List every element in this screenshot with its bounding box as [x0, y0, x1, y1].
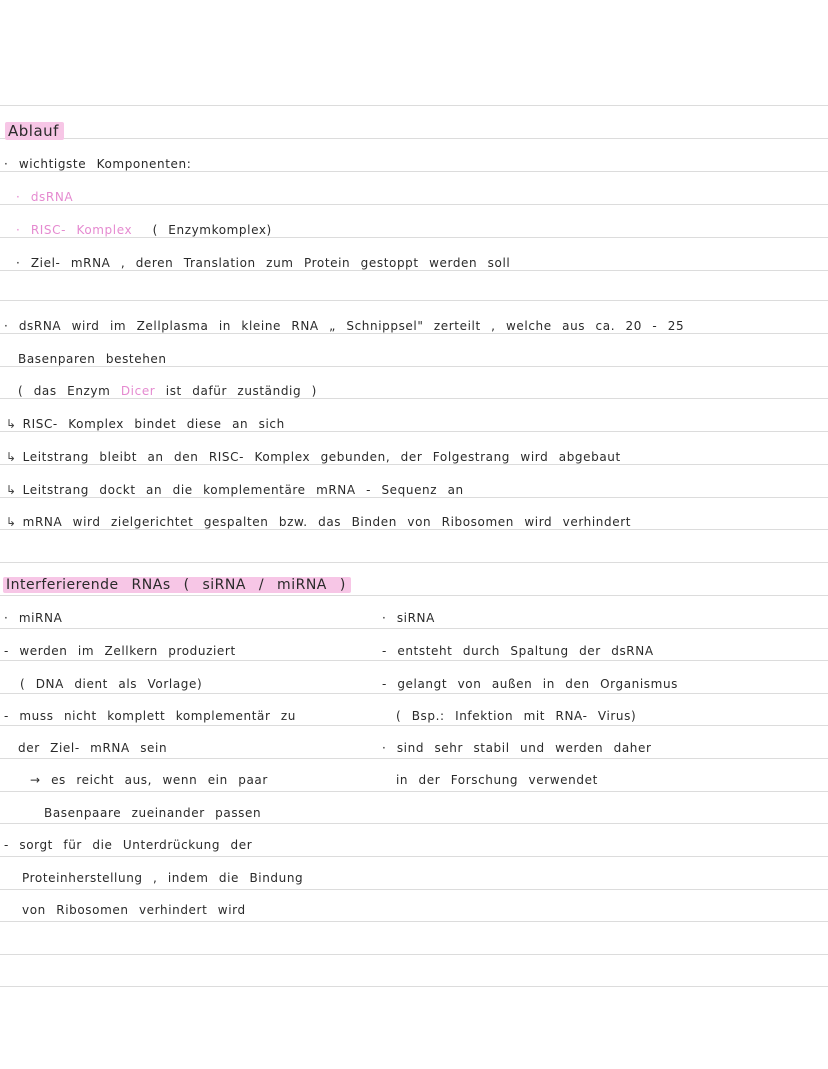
heading-text: Interferierende RNAs ( siRNA / miRNA )	[3, 577, 351, 593]
mirna-line: - muss nicht komplett komplementär zu	[4, 709, 297, 723]
ruled-line	[0, 986, 828, 987]
step-2	[6, 449, 621, 465]
ruled-line	[0, 300, 828, 301]
mirna-line: Proteinherstellung , indem die Bindung	[22, 871, 304, 885]
ruled-line	[0, 562, 828, 563]
step-3	[6, 482, 464, 498]
ruled-line	[0, 758, 828, 759]
enzyme-dicer: Dicer	[120, 384, 156, 398]
step-text: Leitstrang bleibt an den RISC- Komplex gebunden, der Folgestrang wird abgebaut	[22, 450, 621, 464]
mirna-line: ( DNA dient als Vorlage)	[20, 677, 203, 691]
component-risc	[16, 222, 272, 238]
ruled-line	[0, 791, 828, 792]
step-1	[6, 416, 285, 432]
ruled-line	[0, 138, 828, 139]
ruled-line	[0, 595, 828, 596]
mirna-title: · miRNA	[4, 611, 63, 625]
component-risc-note: ( Enzymkomplex)	[152, 223, 272, 237]
arrow-icon: ↳	[6, 450, 17, 464]
ruled-line	[0, 693, 828, 694]
sirna-line: in der Forschung verwendet	[396, 773, 598, 787]
ruled-line	[0, 954, 828, 955]
ruled-line	[0, 856, 828, 857]
sirna-line: ( Bsp.: Infektion mit RNA- Virus)	[396, 709, 637, 723]
sirna-line: · sind sehr stabil und werden daher	[382, 741, 652, 755]
sirna-line: - entsteht durch Spaltung der dsRNA	[382, 644, 654, 658]
ruled-line	[0, 628, 828, 629]
sirna-title: · siRNA	[382, 611, 435, 625]
step-4	[6, 514, 631, 530]
mirna-line: - werden im Zellkern produziert	[4, 644, 236, 658]
enzyme-suffix: ist dafür zuständig )	[165, 384, 317, 398]
component-dsrna: · dsRNA	[16, 190, 74, 204]
ruled-line	[0, 921, 828, 922]
mirna-line: von Ribosomen verhindert wird	[22, 903, 246, 917]
step-text: RISC- Komplex bindet diese an sich	[22, 417, 285, 431]
step-text: Leitstrang dockt an die komplementäre mRNA - Sequenz an	[22, 483, 464, 497]
ruled-line	[0, 660, 828, 661]
ruled-line	[0, 204, 828, 205]
mirna-line: Basenpaare zueinander passen	[44, 806, 262, 820]
process-line-3	[18, 383, 317, 399]
process-line-1: · dsRNA wird im Zellplasma in kleine RNA „ Schnippsel" zerteilt , welche aus ca. 20 - 25	[4, 319, 685, 333]
arrow-icon: ↳	[6, 483, 17, 497]
section-heading-ablauf	[5, 122, 64, 140]
components-label: · wichtigste Komponenten:	[4, 157, 192, 171]
mirna-line: - sorgt für die Unterdrückung der	[4, 838, 253, 852]
mirna-line: → es reicht aus, wenn ein paar	[30, 773, 268, 787]
process-line-2: Basenparen bestehen	[18, 352, 167, 366]
component-risc-name: · RISC- Komplex	[16, 223, 133, 237]
ruled-line	[0, 105, 828, 106]
heading-text: Ablauf	[5, 122, 64, 140]
ruled-line	[0, 823, 828, 824]
section-heading-interferierende-rnas	[3, 576, 351, 594]
ruled-line	[0, 889, 828, 890]
arrow-icon: ↳	[6, 417, 17, 431]
step-text: mRNA wird zielgerichtet gespalten bzw. das Binden von Ribosomen wird verhindert	[22, 515, 632, 529]
mirna-line: der Ziel- mRNA sein	[18, 741, 168, 755]
component-ziel-mrna: · Ziel- mRNA , deren Translation zum Protein gestoppt werden soll	[16, 256, 511, 270]
ruled-line	[0, 725, 828, 726]
enzyme-prefix: ( das Enzym	[18, 384, 111, 398]
sirna-line: - gelangt von außen in den Organismus	[382, 677, 679, 691]
arrow-icon: ↳	[6, 515, 17, 529]
